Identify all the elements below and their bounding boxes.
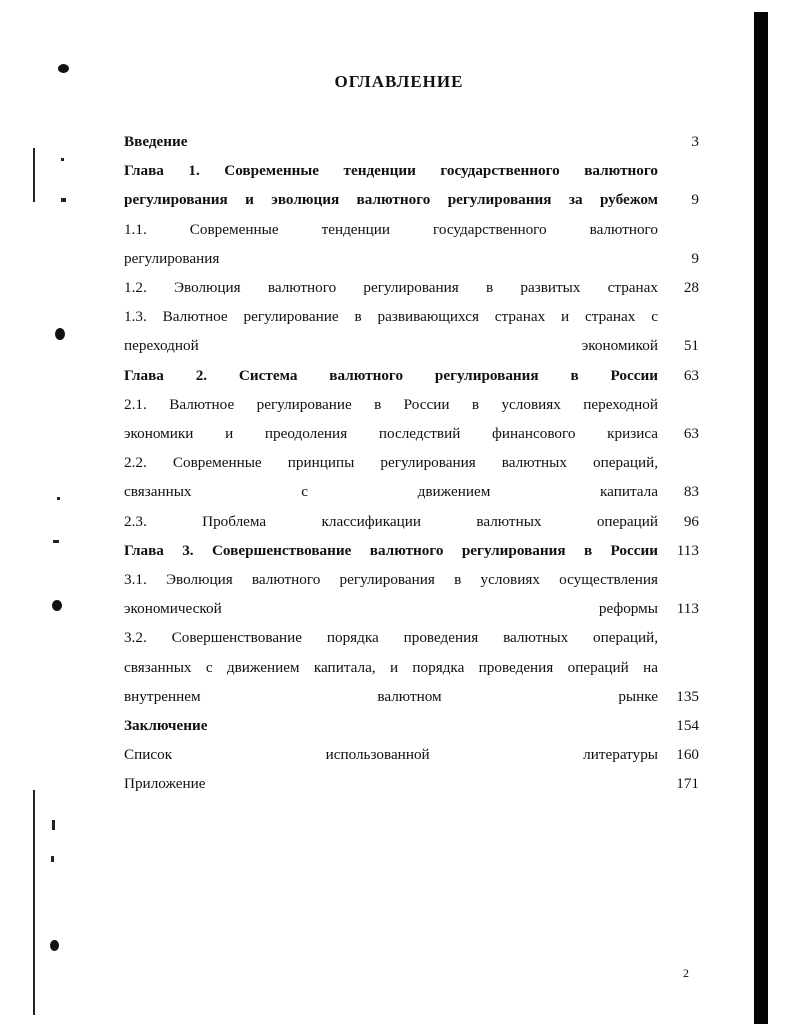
toc-entry-title — [124, 507, 658, 536]
toc-entry-title — [124, 536, 658, 565]
toc-entry-page: 171 — [676, 775, 699, 793]
toc-entry-title — [124, 361, 658, 390]
toc-entry-title — [124, 740, 658, 769]
toc-entry-line: 1.1. Современные тенденции государственного валютного — [124, 220, 658, 238]
scan-speck — [50, 940, 59, 951]
scan-speck — [57, 497, 60, 500]
toc-entry-page: 96 — [683, 512, 699, 530]
toc-entry-title — [124, 448, 658, 506]
toc-entry — [124, 711, 700, 740]
toc-entry-page: 9 — [691, 191, 699, 209]
toc-entry-page: 63 — [683, 366, 699, 384]
page-number: 2 — [683, 966, 689, 980]
toc-entry-line: 3.2. Совершенствование порядка проведения валютных операций, — [124, 629, 658, 647]
toc-entry-line: 2.1. Валютное регулирование в России в условиях переходной — [124, 395, 658, 413]
toc-entry-page: 83 — [683, 483, 699, 501]
toc-entry-line: Введение — [124, 133, 188, 150]
toc-entry-title — [124, 711, 658, 740]
margin-line — [33, 790, 35, 1015]
toc-entry-title — [124, 302, 658, 360]
page-title: ОГЛАВЛЕНИЕ — [334, 72, 464, 91]
toc-entry — [124, 448, 700, 506]
toc-entry-line: Глава 1. Современные тенденции государственного валютного — [124, 162, 658, 180]
toc-entry-page: 154 — [676, 717, 699, 735]
toc-entry-line: экономической реформы — [124, 600, 658, 618]
toc-entry-line: связанных с движением капитала — [124, 483, 658, 501]
toc-entry-page: 63 — [683, 425, 699, 443]
toc-entry-title — [124, 623, 658, 711]
toc-entry-page: 160 — [676, 746, 699, 764]
toc-entry — [124, 361, 700, 390]
margin-line — [33, 148, 35, 202]
toc-entry-line: 1.3. Валютное регулирование в развивающихся странах и странах с — [124, 308, 658, 326]
toc-entry-line: Заключение — [124, 717, 208, 735]
toc-entry-line: 1.2. Эволюция валютного регулирования в развитых странах — [124, 279, 658, 297]
scan-speck — [51, 856, 54, 862]
toc-entry-line: Список использованной литературы — [124, 746, 658, 764]
toc-entry — [124, 390, 700, 448]
toc-entry-line: переходной экономикой — [124, 337, 658, 355]
toc-entry-title — [124, 769, 658, 798]
toc-entry-title — [124, 156, 658, 214]
toc-entry-page: 3 — [691, 133, 699, 150]
toc-entry — [124, 215, 700, 273]
scan-speck — [53, 540, 59, 543]
toc-entry — [124, 536, 700, 565]
toc-entry-page: 135 — [676, 687, 699, 705]
toc-entry-page: 9 — [691, 249, 699, 267]
toc-entry-title — [124, 273, 658, 302]
toc-entry-title — [124, 390, 658, 448]
toc-entry — [124, 507, 700, 536]
table-of-contents — [124, 127, 700, 799]
toc-entry — [124, 623, 700, 711]
scan-speck — [61, 198, 66, 202]
toc-entry — [124, 302, 700, 360]
toc-entry-line: Приложение — [124, 775, 206, 793]
scan-speck — [55, 328, 65, 340]
toc-entry — [124, 156, 700, 214]
toc-entry-line: 2.3. Проблема классификации валютных операций — [124, 512, 658, 530]
toc-entry — [124, 565, 700, 623]
scan-edge-bar — [754, 12, 768, 1024]
toc-entry-page: 28 — [683, 279, 699, 297]
toc-entry-line: внутреннем валютном рынке — [124, 687, 658, 705]
toc-entry-title — [124, 127, 658, 156]
toc-entry-line: регулирования — [124, 249, 220, 267]
scan-speck — [52, 820, 55, 830]
toc-entry — [124, 769, 700, 798]
toc-entry — [124, 127, 700, 156]
scan-speck — [52, 600, 62, 611]
scan-speck — [61, 158, 64, 161]
toc-entry-page: 113 — [676, 600, 699, 618]
toc-entry-line: экономики и преодоления последствий финансового кризиса — [124, 425, 658, 443]
toc-entry-line: 3.1. Эволюция валютного регулирования в условиях осуществления — [124, 571, 658, 589]
toc-entry-line: регулирования и эволюция валютного регулирования за рубежом — [124, 191, 658, 209]
toc-entry-title — [124, 565, 658, 623]
toc-entry-title — [124, 215, 658, 273]
toc-entry — [124, 740, 700, 769]
toc-entry-line: Глава 2. Система валютного регулирования в России — [124, 366, 658, 384]
toc-entry-line: связанных с движением капитала, и порядка проведения операций на — [124, 658, 658, 676]
toc-entry — [124, 273, 700, 302]
toc-entry-line: 2.2. Современные принципы регулирования валютных операций, — [124, 454, 658, 472]
toc-entry-page: 113 — [676, 541, 699, 559]
toc-entry-page: 51 — [683, 337, 699, 355]
toc-entry-line: Глава 3. Совершенствование валютного регулирования в России — [124, 541, 658, 559]
